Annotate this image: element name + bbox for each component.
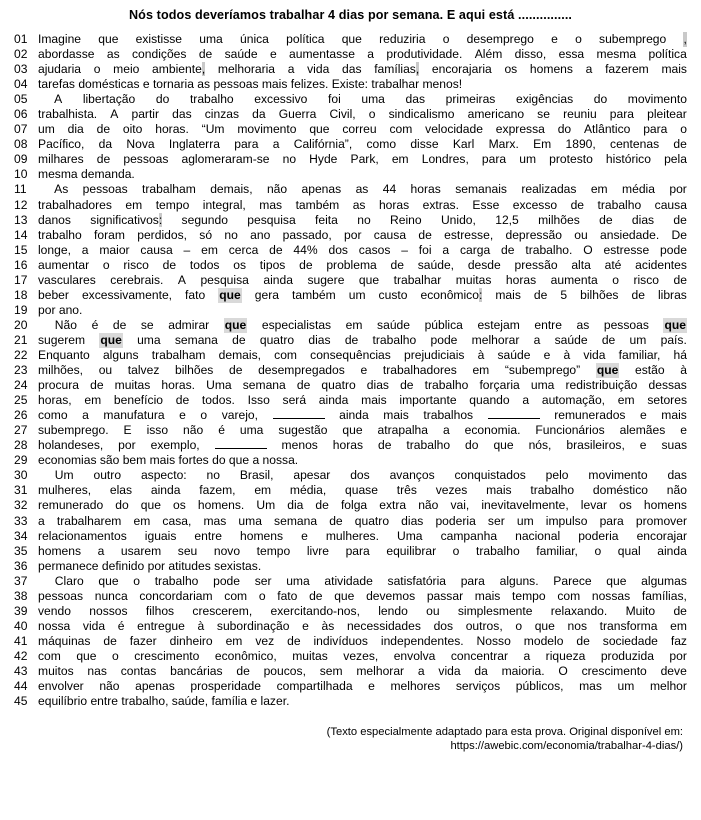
line-number: 18 [14, 287, 28, 302]
line-text: procura de muitas horas. Uma semana de quatro dias de trabalho forçaria uma redistribuição dessas [38, 378, 687, 393]
blank-field[interactable] [488, 408, 540, 419]
line-number: 44 [14, 679, 28, 694]
line-text: economias são bem mais fortes do que a nossa. [38, 453, 299, 468]
line-number: 10 [14, 167, 28, 182]
text-line [14, 619, 687, 634]
text-line [14, 589, 687, 604]
text-line [14, 213, 687, 228]
text-line [14, 438, 687, 453]
line-number: 08 [14, 137, 28, 152]
line-text: mesma demanda. [38, 167, 135, 182]
text-line [14, 378, 687, 393]
line-number: 39 [14, 603, 28, 618]
line-number: 30 [14, 468, 28, 483]
line-number: 05 [14, 92, 28, 107]
text-line [14, 634, 687, 649]
line-text: milhões, ou talvez bilhões de desempregados e trabalhadores em “subemprego” que estão à [38, 363, 687, 378]
line-text: beber excessivamente, fato que gera também um custo econômico: mais de 5 bilhões de libras [38, 287, 687, 302]
text-line [14, 468, 687, 483]
line-text: holandeses, por exemplo, menos horas de trabalho do que nós, brasileiros, e suas [38, 438, 687, 453]
text-line [14, 514, 687, 529]
line-number: 31 [14, 483, 28, 498]
line-text: remunerado do que os homens. Um dia de folga extra não vai, inevitavelmente, levar os homens [38, 498, 687, 513]
line-number: 25 [14, 393, 28, 408]
line-text: homens a usarem seu novo tempo livre para equilibrar o trabalho familiar, o qual ainda [38, 543, 687, 558]
line-text: aumentar o risco de todos os tipos de problema de saúde, desde pressão alta até acidentes [38, 257, 687, 272]
line-number: 24 [14, 378, 28, 393]
line-text: As pessoas trabalham demais, não apenas as 44 horas semanais realizadas em média por [38, 182, 687, 197]
text-line [14, 47, 687, 62]
text-line [14, 273, 687, 288]
text-line [14, 363, 687, 378]
text-line [14, 333, 687, 348]
page-title: Nós todos deveríamos trabalhar 4 dias por semana. E aqui está ............... [128, 8, 573, 22]
text-line [14, 77, 687, 92]
text-line [14, 258, 687, 273]
text-line [14, 107, 687, 122]
blank-field[interactable] [273, 408, 325, 419]
line-text: um dia de oito horas. “Um movimento que correu com velocidade expressa do Atlântico para o [38, 122, 687, 137]
line-number: 45 [14, 694, 28, 709]
line-number: 34 [14, 528, 28, 543]
line-text: nossa vida é entregue à subordinação e às necessidades dos outros, o que nos transforma em [38, 618, 687, 633]
line-text: sugerem que uma semana de quatro dias de trabalho pode melhorar a saúde de um país. [38, 332, 687, 347]
line-number: 15 [14, 242, 28, 257]
line-text: com que o crescimento econômico, muitas vezes, envolva concentrar a riqueza produzida por [38, 648, 687, 663]
line-number: 06 [14, 107, 28, 122]
line-number: 04 [14, 77, 28, 92]
blank-field[interactable] [215, 438, 267, 449]
line-number: 19 [14, 302, 28, 317]
line-number: 02 [14, 47, 28, 62]
line-text: relacionamentos iguais entre homens e mulheres. Uma campanha nacional poderia encorajar [38, 528, 687, 543]
line-number: 23 [14, 363, 28, 378]
text-line [14, 152, 687, 167]
text-line [14, 483, 687, 498]
line-text: trabalhadores em tempo integral, mas também as horas extras. Esse excesso de trabalho causa [38, 197, 687, 212]
text-line [14, 92, 687, 107]
line-number: 17 [14, 272, 28, 287]
line-number: 07 [14, 122, 28, 137]
text-line [14, 348, 687, 363]
line-number: 41 [14, 633, 28, 648]
source-note [0, 725, 683, 753]
line-text: milhares de pessoas aglomeraram-se no Hyde Park, em Londres, para um protesto histórico pela [38, 152, 687, 167]
line-text: por ano. [38, 302, 83, 317]
line-text: Pacífico, da Nova Inglaterra para a Califórnia”, como disse Karl Marx. Em 1890, centenas de [38, 137, 687, 152]
line-number: 12 [14, 197, 28, 212]
line-number: 20 [14, 317, 28, 332]
line-text: vasculares cerebrais. A pesquisa ainda sugere que trabalhar muitas horas aumenta o risco de [38, 272, 687, 287]
text-line [14, 393, 687, 408]
line-text: subemprego. E isso não é uma sugestão que atrapalha a economia. Funcionários alemães e [38, 423, 687, 438]
line-number: 42 [14, 648, 28, 663]
text-line [14, 198, 687, 213]
line-number: 14 [14, 227, 28, 242]
line-number: 38 [14, 588, 28, 603]
line-text: longe, a maior causa – em cerca de 44% dos casos – foi a carga de trabalho. O estresse pode [38, 242, 687, 257]
line-text: máquinas de fazer dinheiro em vez de indivíduos independentes. Nosso modelo de sociedade faz [38, 633, 687, 648]
line-text: permanece definido por atitudes sexistas. [38, 558, 262, 573]
line-number: 21 [14, 332, 28, 347]
text-line [14, 498, 687, 513]
line-number: 26 [14, 408, 28, 423]
text-line [14, 122, 687, 137]
line-text: trabalho foram perdidos, só no ano passado, por causa de estresse, depressão ou ansiedade. De [38, 227, 687, 242]
line-text: Enquanto alguns trabalham demais, com consequências prejudiciais à saúde e à vida familiar, há [38, 347, 687, 362]
text-line [14, 664, 687, 679]
source-note-line-1: (Texto especialmente adaptado para esta prova. Original disponível em: [326, 726, 683, 739]
line-number: 37 [14, 573, 28, 588]
line-text: muitos nas contas bancárias de poucos, sem melhorar a vida da maioria. O crescimento deve [38, 663, 687, 678]
text-body [14, 32, 687, 709]
line-text: mulheres, elas ainda fazem, em média, quase três vezes mais trabalho doméstico não [38, 483, 687, 498]
line-text: a trabalharem em casa, mas uma semana de quatro dias poderia ser um impulso para promover [38, 513, 687, 528]
text-line [14, 544, 687, 559]
line-number: 27 [14, 423, 28, 438]
line-number: 01 [14, 32, 28, 46]
line-text: ajudaria o meio ambiente, melhoraria a vida das famílias, encorajaria os homens a fazerem mais [38, 62, 687, 77]
line-text: envolver não apenas prosperidade compartilhada e melhores serviços públicos, mas um melhor [38, 679, 687, 694]
text-line [14, 167, 687, 182]
text-line [14, 318, 687, 333]
line-text: A libertação do trabalho excessivo foi uma das primeiras exigências do movimento [38, 92, 687, 107]
line-number: 32 [14, 498, 28, 513]
text-line [14, 62, 687, 77]
text-line [14, 679, 687, 694]
line-number: 28 [14, 438, 28, 453]
line-text: trabalhista. A partir das cinzas da Guerra Civil, o sindicalismo americano se reuniu para pleitear [38, 107, 687, 122]
text-line [14, 137, 687, 152]
line-text: Claro que o trabalho pode ser uma atividade satisfatória para alguns. Parece que algumas [38, 573, 687, 588]
line-number: 40 [14, 618, 28, 633]
line-text: vendo nossos filhos crescerem, exercitando-nos, lendo ou simplesmente relaxando. Muito de [38, 603, 687, 618]
line-number: 11 [14, 182, 27, 197]
text-line [14, 288, 687, 303]
text-line [14, 182, 687, 197]
line-number: 22 [14, 347, 28, 362]
line-number: 13 [14, 212, 28, 227]
line-number: 33 [14, 513, 28, 528]
text-line [14, 559, 687, 574]
text-line [14, 243, 687, 258]
document-page [0, 8, 701, 820]
line-text: equilíbrio entre trabalho, saúde, família e lazer. [38, 694, 290, 709]
text-line [14, 228, 687, 243]
line-number: 03 [14, 62, 28, 77]
line-text: tarefas domésticas e tornaria as pessoas mais felizes. Existe: trabalhar menos! [38, 77, 463, 92]
text-line [14, 529, 687, 544]
source-note-line-2[interactable]: https://awebic.com/economia/trabalhar-4-dias/) [450, 740, 683, 753]
line-number: 09 [14, 152, 28, 167]
line-text: pessoas nunca concordariam com o fato de que devemos passar mais tempo com nossas famílias, [38, 588, 687, 603]
line-text: horas, em benefício de todos. Isso será ainda mais importante quando a automação, em setores [38, 393, 687, 408]
line-text: Não é de se admirar que especialistas em saúde pública estejam entre as pessoas que [38, 317, 686, 332]
text-line [14, 32, 687, 47]
line-text: abordasse as condições de saúde e aumentasse a produtividade. Além disso, essa mesma política [38, 47, 687, 62]
text-line [14, 453, 687, 468]
line-number: 36 [14, 558, 28, 573]
text-line [14, 303, 687, 318]
line-number: 16 [14, 257, 28, 272]
line-text: como a manufatura e o varejo, ainda mais trabalhos remunerados e mais [38, 408, 687, 423]
text-line [14, 694, 687, 709]
line-text: Um outro aspecto: no Brasil, apesar dos avanços conquistados pelo movimento das [38, 468, 687, 483]
line-number: 35 [14, 543, 28, 558]
text-line [14, 604, 687, 619]
line-text: Imagine que existisse uma única política que reduziria o desemprego e o subemprego , [38, 32, 687, 46]
text-line [14, 574, 687, 589]
text-line [14, 408, 687, 423]
line-number: 43 [14, 663, 28, 678]
text-line [14, 649, 687, 664]
text-line [14, 423, 687, 438]
line-number: 29 [14, 453, 28, 468]
line-text: danos significativos: segundo pesquisa feita no Reino Unido, 12,5 milhões de dias de [38, 212, 687, 227]
